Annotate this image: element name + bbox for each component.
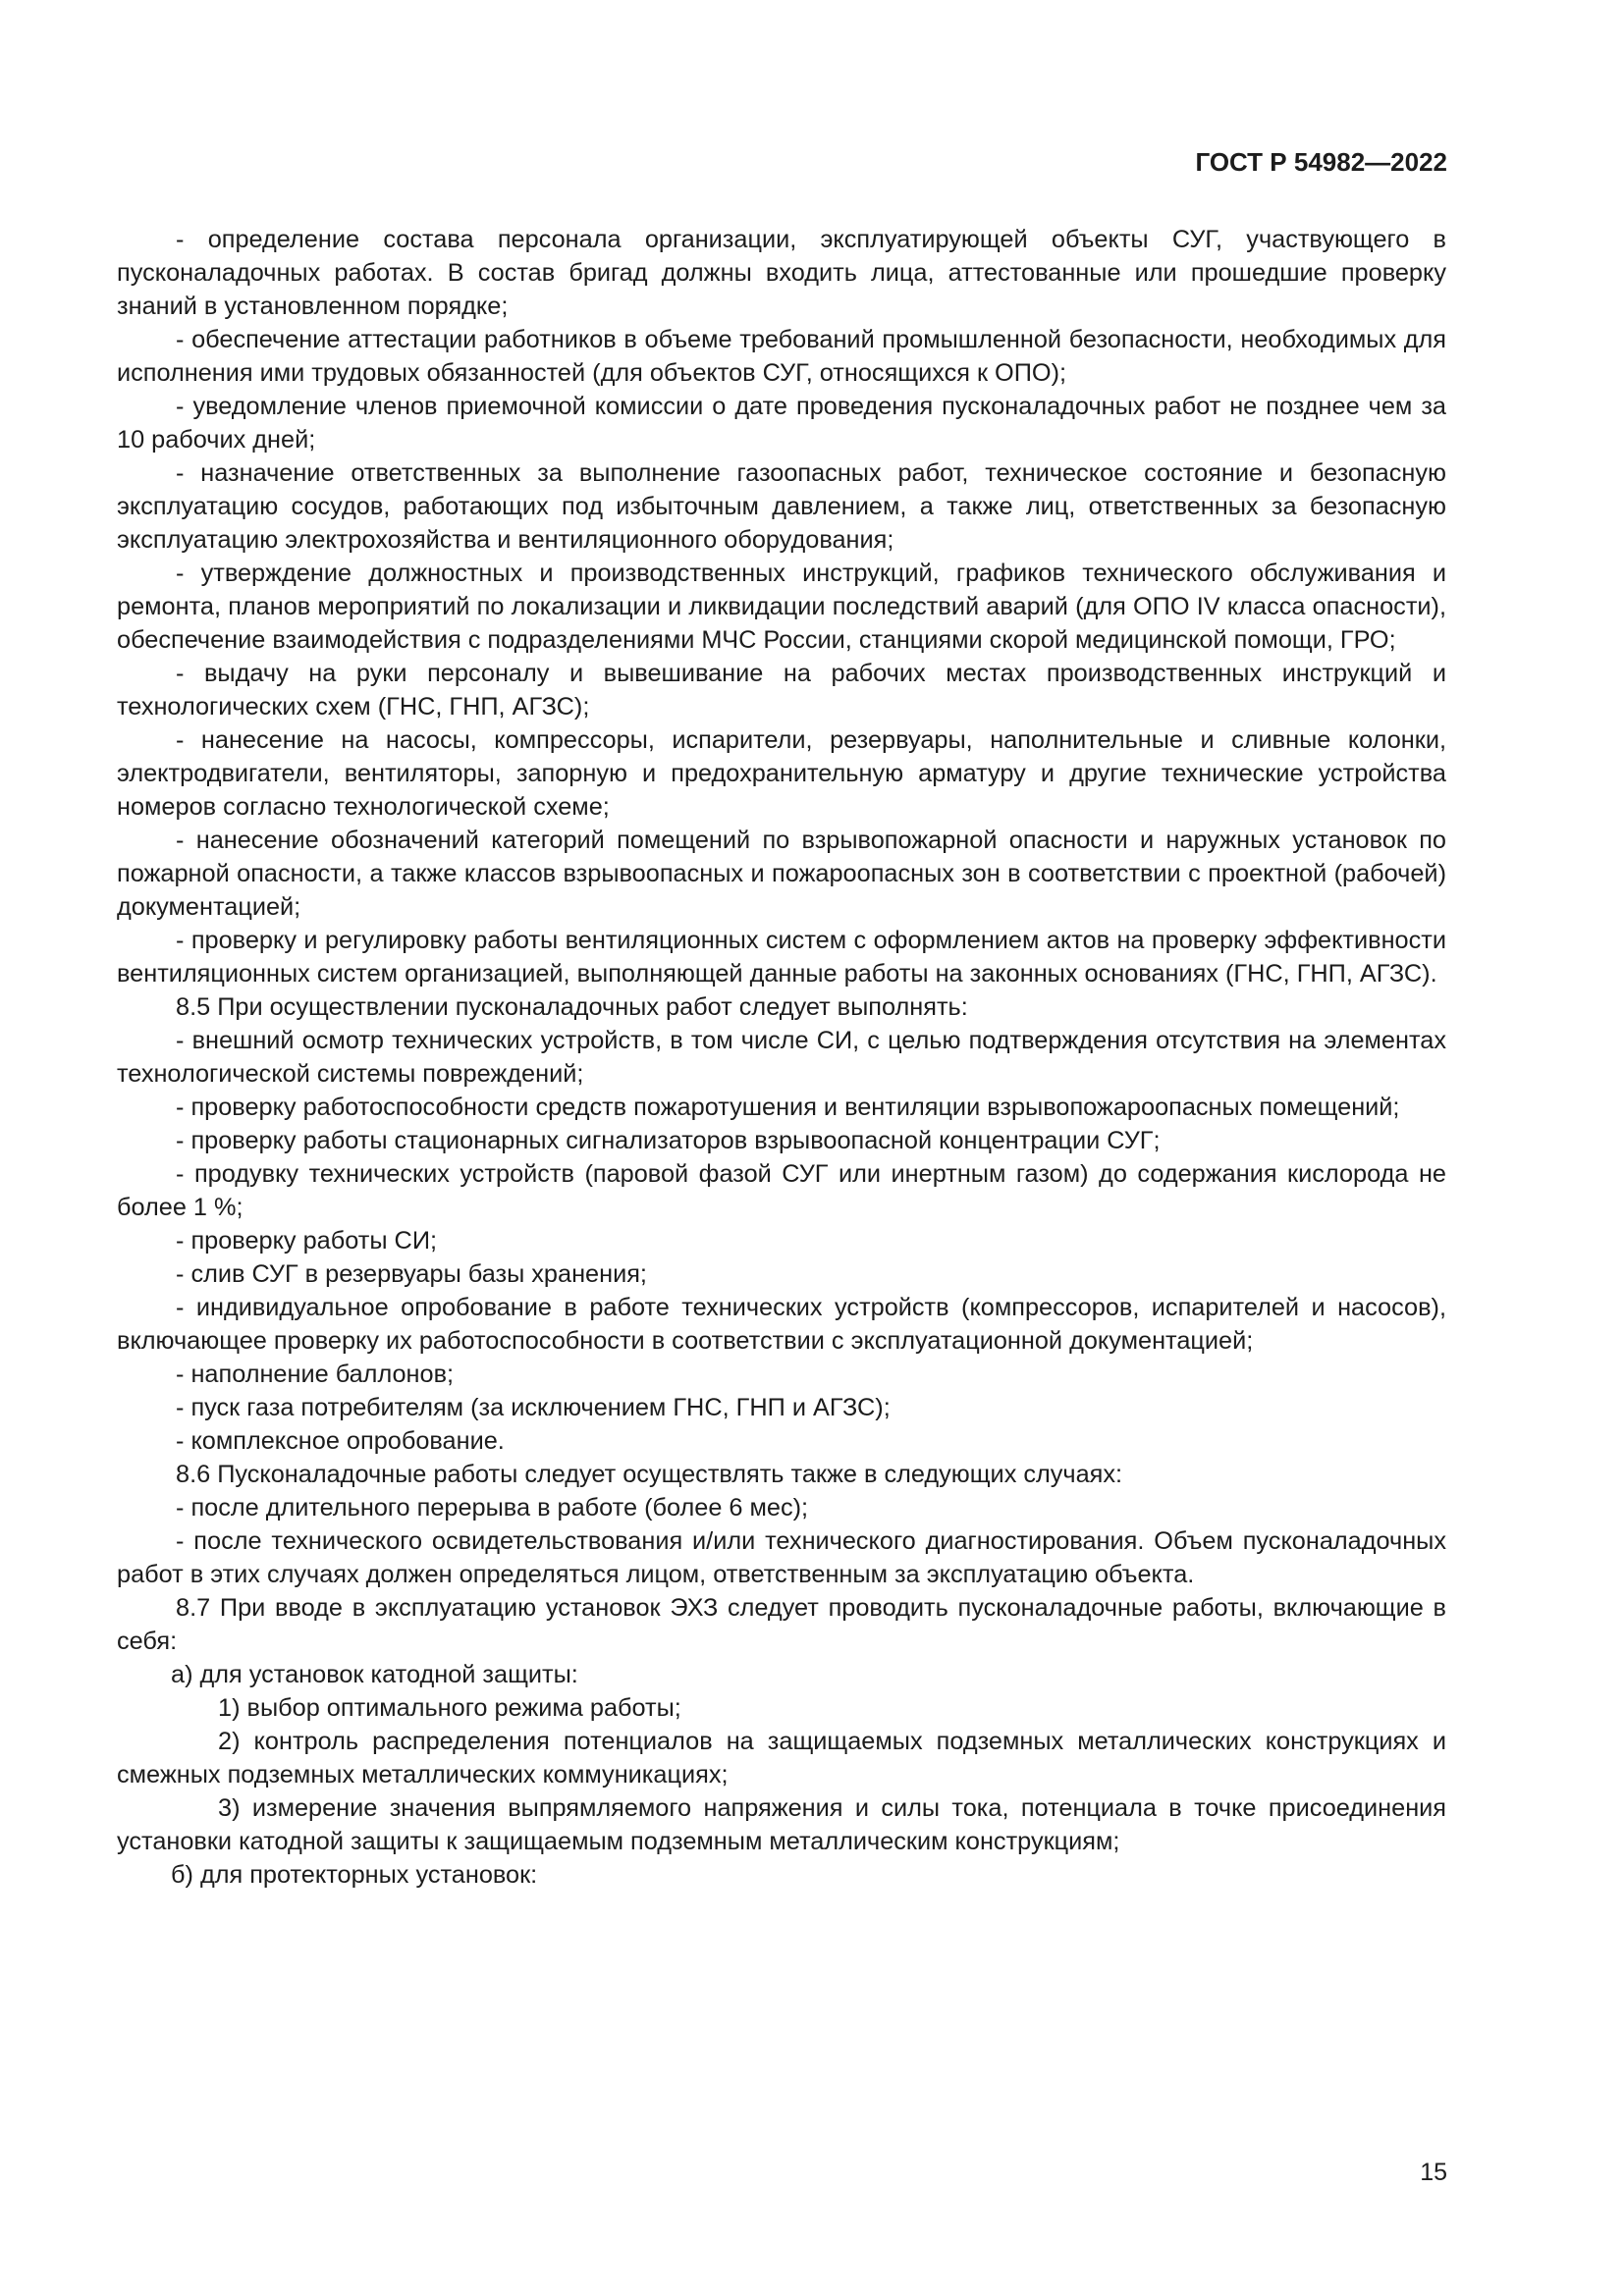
list-item: - проверку работы стационарных сигнализаторов взрывоопасной концентрации СУГ;	[176, 1127, 1161, 1154]
clause-8-6: 8.6 Пусконаладочные работы следует осуществлять также в следующих случаях:	[176, 1461, 1123, 1488]
list-item: - после длительного перерыва в работе (более 6 мес);	[176, 1494, 809, 1522]
list-item: - определение состава персонала организации, эксплуатирующей объекты СУГ, участвующего в пусконаладочных работах. В состав бригад должны входить лица, аттестованные или прошедшие проверку знаний в установленном порядке;	[117, 226, 1446, 320]
list-item: - утверждение должностных и производственных инструкций, графиков технического обслуживания и ремонта, планов мероприятий по локализации и ликвидации последствий аварий (для ОПО IV класса опасности), обеспечение взаимодействия с подразделениями МЧС России, станциями скорой медицинской помощи, ГРО;	[117, 560, 1446, 654]
list-item: - уведомление членов приемочной комиссии о дате проведения пусконаладочных работ не позднее чем за 10 рабочих дней;	[117, 393, 1446, 454]
list-item: - проверку работоспособности средств пожаротушения и вентиляции взрывопожароопасных помещений;	[176, 1094, 1400, 1121]
document-body	[117, 223, 1446, 1892]
clause-8-5: 8.5 При осуществлении пусконаладочных работ следует выполнять:	[176, 993, 968, 1021]
list-item: - обеспечение аттестации работников в объеме требований промышленной безопасности, необходимых для исполнения ими трудовых обязанностей (для объектов СУГ, относящихся к ОПО);	[117, 326, 1446, 387]
page-number: 15	[1420, 2159, 1447, 2186]
list-item: - наполнение баллонов;	[176, 1361, 455, 1388]
list-item: - продувку технических устройств (паровой фазой СУГ или инертным газом) до содержания кислорода не более 1 %;	[117, 1160, 1446, 1221]
sub-item: б) для протекторных установок:	[171, 1861, 538, 1889]
list-item: - нанесение на насосы, компрессоры, испарители, резервуары, наполнительные и сливные колонки, электродвигатели, вентиляторы, запорную и предохранительную арматуру и другие технические устройства номеров согласно технологической схеме;	[117, 726, 1446, 821]
list-item: - назначение ответственных за выполнение газоопасных работ, техническое состояние и безопасную эксплуатацию сосудов, работающих под избыточным давлением, а также лиц, ответственных за безопасную эксплуатацию электрохозяйства и вентиляционного оборудования;	[117, 459, 1446, 554]
list-item: - проверку и регулировку работы вентиляционных систем с оформлением актов на проверку эффективности вентиляционных систем организацией, выполняющей данные работы на законных основаниях (ГНС, ГНП, АГЗС).	[117, 927, 1446, 988]
sub-item: а) для установок катодной защиты:	[171, 1661, 578, 1688]
list-item: - индивидуальное опробование в работе технических устройств (компрессоров, испарителей и насосов), включающее проверку их работоспособности в соответствии с эксплуатационной документацией;	[117, 1294, 1446, 1355]
list-item: - после технического освидетельствования и/или технического диагностирования. Объем пусконаладочных работ в этих случаях должен определяться лицом, ответственным за эксплуатацию объекта.	[117, 1527, 1446, 1588]
list-item: - выдачу на руки персоналу и вывешивание на рабочих местах производственных инструкций и технологических схем (ГНС, ГНП, АГЗС);	[117, 660, 1446, 721]
list-item: - внешний осмотр технических устройств, в том числе СИ, с целью подтверждения отсутствия на элементах технологической системы повреждений;	[117, 1027, 1446, 1088]
list-item: - проверку работы СИ;	[176, 1227, 438, 1255]
clause-8-7: 8.7 При вводе в эксплуатацию установок ЭХЗ следует проводить пусконаладочные работы, включающие в себя:	[117, 1594, 1446, 1655]
sub-sub-item: 1) выбор оптимального режима работы;	[218, 1694, 681, 1722]
sub-sub-item: 3) измерение значения выпрямляемого напряжения и силы тока, потенциала в точке присоединения установки катодной защиты к защищаемым подземным металлическим конструкциям;	[117, 1794, 1446, 1855]
list-item: - нанесение обозначений категорий помещений по взрывопожарной опасности и наружных установок по пожарной опасности, а также классов взрывоопасных и пожароопасных зон в соответствии с проектной (рабочей) документацией;	[117, 827, 1446, 921]
list-item: - комплексное опробование.	[176, 1427, 505, 1455]
list-item: - слив СУГ в резервуары базы хранения;	[176, 1260, 647, 1288]
list-item: - пуск газа потребителям (за исключением ГНС, ГНП и АГЗС);	[176, 1394, 891, 1421]
sub-sub-item: 2) контроль распределения потенциалов на защищаемых подземных металлических конструкциях и смежных подземных металлических коммуникациях;	[117, 1728, 1446, 1789]
document-standard-header: ГОСТ Р 54982—2022	[1195, 147, 1447, 177]
